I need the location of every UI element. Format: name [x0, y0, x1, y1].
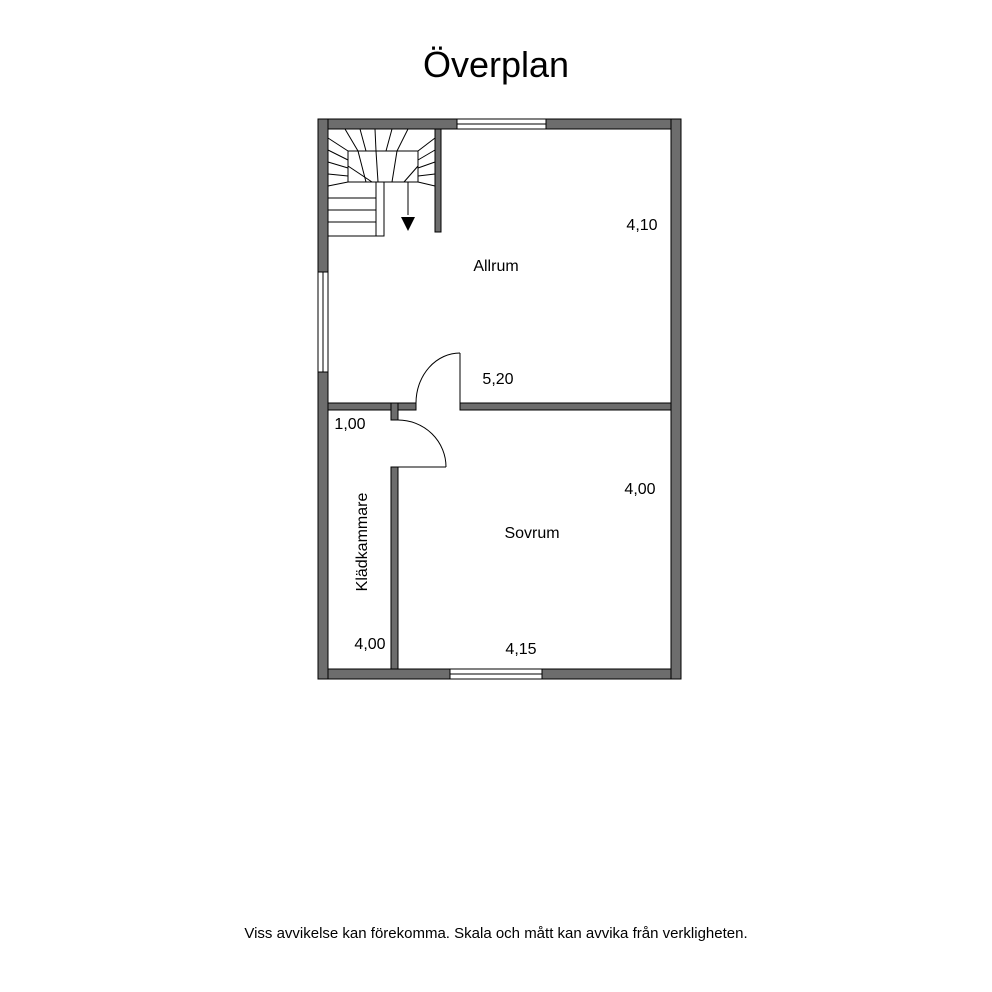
staircase [328, 129, 435, 236]
room-name-allrum: Allrum [473, 258, 519, 275]
disclaimer-text: Viss avvikelse kan förekomma. Skala och mått kan avvika från verkligheten. [244, 925, 748, 942]
room-width-allrum: 4,10 [626, 217, 658, 234]
window-top [457, 119, 546, 129]
stair-walls [435, 129, 441, 232]
room-name-kladkammare: Klädkammare [354, 492, 371, 592]
room-length-sovrum: 4,15 [505, 641, 537, 658]
windows [318, 119, 546, 679]
inner-walls [328, 403, 671, 669]
room-name-sovrum: Sovrum [504, 525, 560, 542]
outer-walls [318, 119, 681, 679]
window-left [318, 272, 328, 372]
plan-title: Överplan [422, 44, 570, 85]
stair-direction-arrow [401, 217, 415, 231]
wall-left [318, 119, 328, 679]
door-allrum [416, 353, 460, 403]
wall-horizontal-right [460, 403, 671, 410]
room-width-sovrum: 4,00 [624, 481, 656, 498]
window-bottom [450, 669, 542, 679]
wall-closet-bottom [391, 467, 398, 669]
door-kladkammare [398, 420, 446, 467]
room-width-kladkammare: 1,00 [334, 416, 366, 433]
wall-right [671, 119, 681, 679]
wall-horizontal-left [328, 403, 416, 410]
room-length-allrum: 5,20 [482, 371, 514, 388]
wall-closet-top [391, 403, 398, 420]
room-length-kladkammare: 4,00 [354, 636, 386, 653]
